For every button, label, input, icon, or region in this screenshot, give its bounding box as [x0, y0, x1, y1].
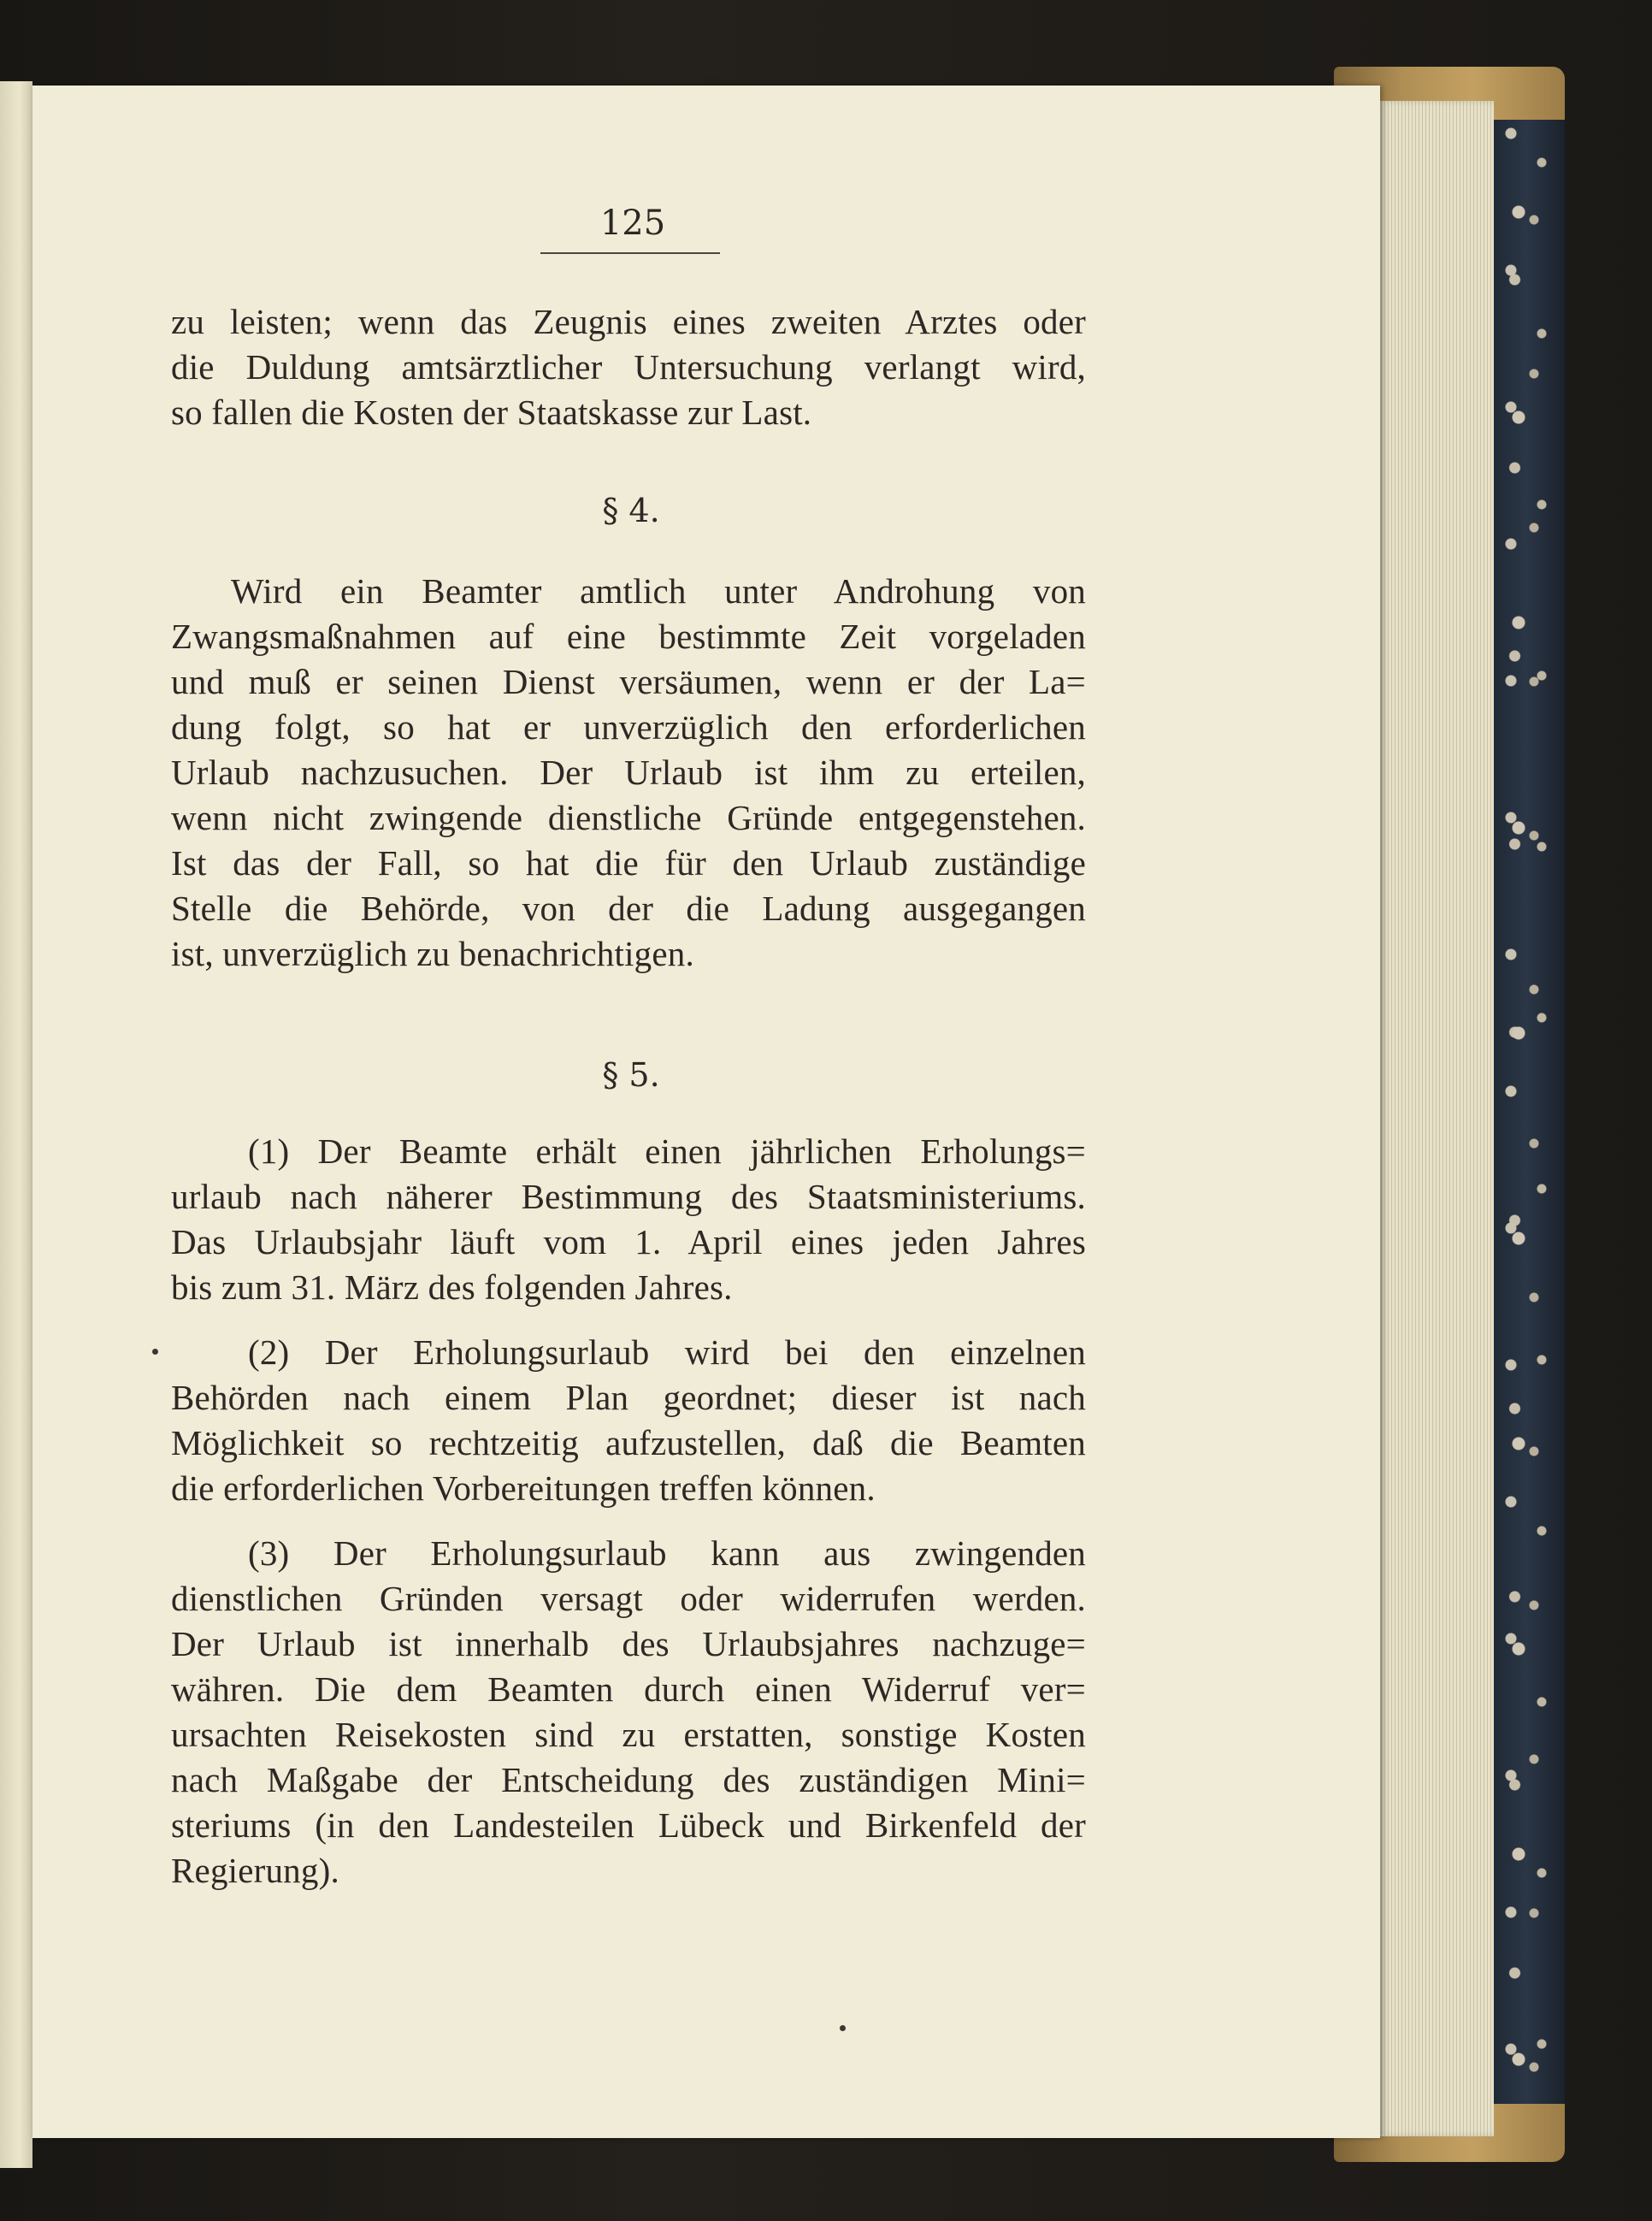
section-5-paragraph-2 [171, 1330, 1086, 1511]
text-line: (2) Der Erholungsurlaub wird bei den einzelnen [248, 1332, 1086, 1372]
text-line: die Duldung amtsärztlicher Untersuchung verlangt wird, [171, 347, 1086, 387]
text-line: Wird ein Beamter amtlich unter Androhung von [231, 571, 1086, 611]
text-line: Stelle die Behörde, von der die Ladung ausgegangen [171, 889, 1086, 928]
page-number: 125 [599, 204, 666, 243]
text-line: währen. Die dem Beamten durch einen Widerruf ver= [171, 1669, 1086, 1709]
text-line: Ist das der Fall, so hat die für den Urlaub zuständige [171, 843, 1086, 883]
text-line: und muß er seinen Dienst versäumen, wenn er der La= [171, 662, 1086, 701]
text-line: Möglichkeit so rechtzeitig aufzustellen, daß die Beamten [171, 1423, 1086, 1462]
text-line: dienstlichen Gründen versagt oder widerrufen werden. [171, 1579, 1086, 1618]
text-line: (3) Der Erholungsurlaub kann aus zwingenden [248, 1533, 1086, 1573]
section-5-heading: § 5. [602, 1056, 660, 1094]
text-line: Regierung). [171, 1851, 339, 1890]
page-number-rule [540, 252, 720, 254]
text-line: dung folgt, so hat er unverzüglich den erforderlichen [171, 707, 1086, 747]
text-line: ist, unverzüglich zu benachrichtigen. [171, 934, 694, 973]
text-line: nach Maßgabe der Entscheidung des zuständigen Mini= [171, 1760, 1086, 1799]
text-line: Zwangsmaßnahmen auf eine bestimmte Zeit vorgeladen [171, 617, 1086, 656]
text-line: Behörden nach einem Plan geordnet; dieser ist nach [171, 1378, 1086, 1417]
text-line: urlaub nach näherer Bestimmung des Staatsministeriums. [171, 1177, 1086, 1216]
ink-speck [840, 2025, 846, 2031]
marbled-endpaper [1488, 120, 1565, 2104]
continuation-paragraph [171, 299, 1086, 435]
text-line: bis zum 31. März des folgenden Jahres. [171, 1267, 733, 1307]
text-line: Der Urlaub ist innerhalb des Urlaubsjahres nachzuge= [171, 1624, 1086, 1663]
text-line: wenn nicht zwingende dienstliche Gründe entgegenstehen. [171, 798, 1086, 837]
text-line: so fallen die Kosten der Staatskasse zur Last. [171, 393, 812, 432]
text-line: (1) Der Beamte erhält einen jährlichen Erholungs= [248, 1131, 1086, 1171]
text-line: ursachten Reisekosten sind zu erstatten, sonstige Kosten [171, 1715, 1086, 1754]
ink-speck [152, 1349, 158, 1355]
facing-page-edge [0, 81, 32, 2168]
page-block-edge [1378, 101, 1494, 2136]
section-5-paragraph-1 [171, 1129, 1086, 1310]
text-line: zu leisten; wenn das Zeugnis eines zweiten Arztes oder [171, 302, 1086, 341]
text-line: die erforderlichen Vorbereitungen treffen können. [171, 1468, 876, 1508]
text-line: steriums (in den Landesteilen Lübeck und Birkenfeld der [171, 1805, 1086, 1845]
section-5-paragraph-3 [171, 1531, 1086, 1893]
text-line: Das Urlaubsjahr läuft vom 1. April eines jeden Jahres [171, 1222, 1086, 1261]
text-line: Urlaub nachzusuchen. Der Urlaub ist ihm zu erteilen, [171, 753, 1086, 792]
section-4-paragraph [171, 569, 1086, 977]
section-4-heading: § 4. [602, 492, 660, 529]
